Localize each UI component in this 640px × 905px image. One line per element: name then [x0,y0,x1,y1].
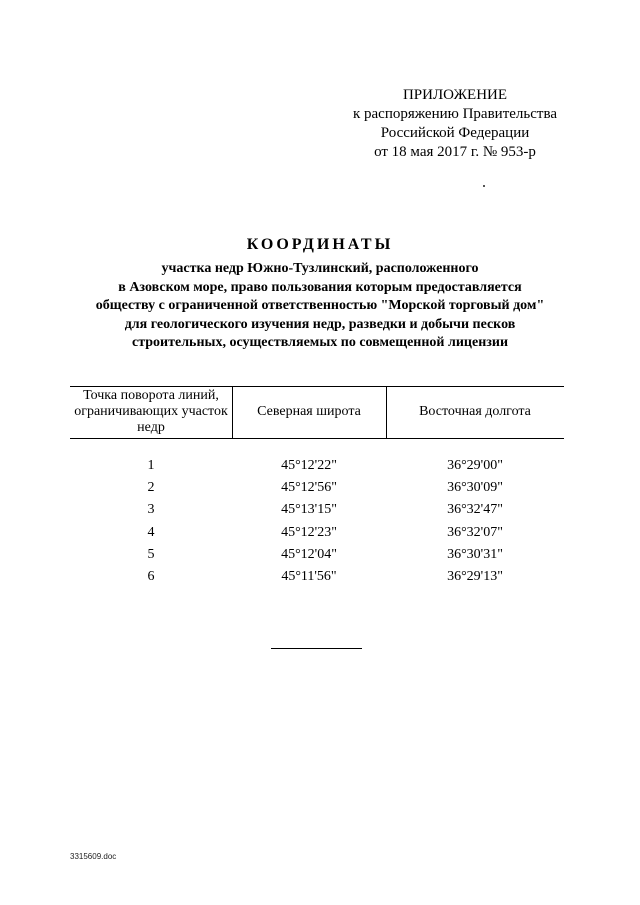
subtitle-line: в Азовском море, право пользования которым предоставляется [118,279,522,295]
latitude-value: 45°12'56" [281,480,337,496]
header-latitude-label: Северная широта [257,404,361,419]
subtitle-line: для геологического изучения недр, разведки и добычи песков [124,316,516,332]
document-title: КООРДИНАТЫ [246,236,394,253]
table-body [70,458,564,591]
latitude-value: 45°13'15" [281,502,337,518]
longitude-value: 36°29'00" [447,458,503,473]
point-number: 4 [147,524,155,540]
point-number: 2 [147,480,155,496]
table-row [70,547,564,569]
header-point-label: Точка поворота линий, ограничивающих участок недр [74,388,228,435]
latitude-value: 45°12'23" [281,524,337,540]
longitude-value: 36°30'31" [447,546,503,562]
table-row [70,502,564,524]
point-number: 1 [147,458,155,473]
subtitle-line: участка недр Южно-Тузлинский, расположенного [161,261,479,276]
longitude-value: 36°30'09" [447,480,503,496]
file-code: 3315609.doc [70,852,117,861]
table-row [70,525,564,547]
appendix-block [320,86,590,162]
latitude-value: 45°12'04" [281,546,337,562]
point-number: 6 [147,568,155,584]
table-row [70,458,564,480]
header-latitude [232,386,386,438]
header-longitude [386,386,564,438]
end-divider [271,648,362,649]
appendix-line: Российской Федерации [380,125,530,141]
subtitle-line: обществу с ограниченной ответственностью "Морской торговый дом" [95,298,545,313]
appendix-date-number: от 18 мая 2017 г. № 953-р [374,144,536,160]
header-longitude-label: Восточная долгота [419,404,531,419]
latitude-value: 45°12'22" [281,458,337,473]
subtitle-line: строительных, осуществляемых по совмещенной лицензии [131,335,509,350]
table-row [70,569,564,591]
document-subtitle [40,260,600,353]
point-number: 5 [147,546,155,562]
speck-mark [483,185,485,187]
appendix-heading: ПРИЛОЖЕНИЕ [402,87,508,103]
longitude-value: 36°32'07" [447,524,503,540]
header-point [70,386,232,438]
appendix-line: к распоряжению Правительства [352,106,557,122]
latitude-value: 45°11'56" [281,568,337,584]
table-row [70,480,564,502]
table-header-border [70,438,564,439]
point-number: 3 [147,502,155,518]
longitude-value: 36°32'47" [447,502,503,518]
longitude-value: 36°29'13" [447,568,503,584]
